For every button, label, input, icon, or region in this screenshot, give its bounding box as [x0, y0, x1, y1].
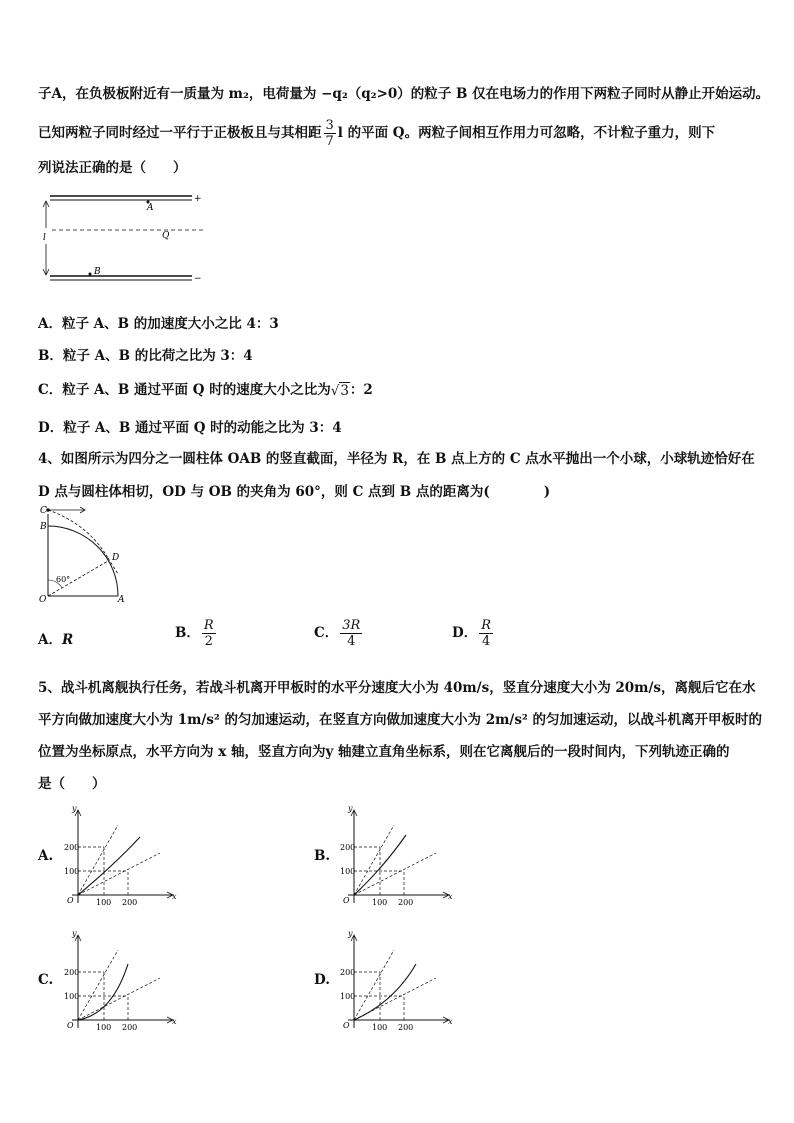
q3-option-b[interactable]: B．粒子 A、B 的比荷之比为 3：4 [38, 348, 253, 364]
q3-line-1: 子A，在负极板附近有一质量为 m₂，电荷量为 −q₂（q₂>0）的粒子 B 仅在电场力的作用下两粒子同时从静止开始运动。 [38, 86, 770, 102]
x-label: x [172, 892, 177, 901]
q4-option-a[interactable]: A．R [38, 632, 74, 648]
q3-option-c[interactable]: C．粒子 A、B 通过平面 Q 时的速度大小之比为√3：2 [38, 382, 373, 399]
tick-x100: 100 [96, 898, 112, 907]
tick-y100: 100 [64, 992, 80, 1001]
q5-label-d[interactable]: D. [314, 972, 330, 988]
tick-x100: 100 [372, 898, 388, 907]
q5-label-a[interactable]: A. [38, 848, 54, 864]
tick-x100: 100 [372, 1023, 388, 1032]
q3-option-a[interactable]: A．粒子 A、B 的加速度大小之比 4：3 [38, 316, 279, 332]
q5-line-2: 平方向做加速度大小为 1m/s² 的匀加速运动，在竖直方向做加速度大小为 2m/s² 的匀加速运动，以战斗机离开甲板时的 [38, 712, 763, 728]
q4-option-c[interactable]: C． $\frac{3R}{4}$ [314, 618, 361, 649]
origin-label: O [67, 1021, 74, 1030]
svg-text:C: C [40, 506, 47, 516]
y-label: y [72, 804, 77, 813]
tick-x100: 100 [96, 1023, 112, 1032]
y-label: y [348, 929, 353, 938]
svg-text:B: B [40, 522, 47, 532]
sqrt-3: √3 [330, 382, 349, 399]
label-l: l [43, 233, 46, 243]
q4-line-1: 4、如图所示为四分之一圆柱体 OAB 的竖直截面，半径为 R，在 B 点上方的 C 点水平抛出一个小球，小球轨迹恰好在 [38, 451, 755, 467]
tick-x200: 200 [398, 1023, 414, 1032]
tick-y100: 100 [64, 867, 80, 876]
asymptote-shallow [354, 853, 436, 895]
origin-label: O [343, 1021, 350, 1030]
tick-x200: 200 [122, 898, 138, 907]
q5-graph-b[interactable] [340, 803, 460, 908]
tick-x200: 200 [122, 1023, 138, 1032]
x-label: x [448, 1017, 453, 1026]
q5-label-b[interactable]: B. [314, 848, 331, 864]
q3-fraction: $\frac{3}{7}$ [325, 118, 334, 149]
tick-y200: 200 [340, 968, 356, 977]
q4-option-b[interactable]: B． $\frac{R}{2}$ [175, 618, 214, 649]
q3-line-2b: l 的平面 Q。两粒子间相互作用力可忽略，不计粒子重力，则下 [337, 125, 716, 141]
label-A: A [147, 203, 154, 213]
q5-line-1: 5、战斗机离舰执行任务，若战斗机离开甲板时的水平分速度大小为 40m/s，竖直分速度大小为 20m/s，离舰后它在水 [38, 680, 756, 696]
q5-line-3: 位置为坐标原点，水平方向为 x 轴，竖直方向为y 轴建立直角坐标系，则在它离舰后的一段时间内，下列轨迹正确的 [38, 744, 730, 760]
tick-y200: 200 [64, 843, 80, 852]
label-Q: Q [162, 231, 170, 241]
svg-text:D: D [112, 553, 120, 563]
origin-label: O [67, 896, 74, 905]
svg-text:O: O [39, 595, 47, 605]
label-plus: + [194, 194, 202, 204]
q4-line-2: D 点与圆柱体相切，OD 与 OB 的夹角为 60°，则 C 点到 B 点的距离为( ) [38, 484, 551, 500]
label-minus: − [194, 274, 202, 284]
q5-line-4: 是（ ） [38, 776, 106, 792]
q5-label-c[interactable]: C. [38, 972, 54, 988]
tick-y200: 200 [340, 843, 356, 852]
q5-graph-d[interactable] [340, 928, 460, 1033]
q5-graph-a[interactable] [64, 803, 184, 908]
label-B: B [94, 267, 101, 277]
svg-text:60°: 60° [56, 575, 71, 584]
q4-cylinder-figure [38, 504, 138, 604]
trajectory-curve [354, 964, 416, 1020]
q4-option-d[interactable]: D． $\frac{R}{4}$ [452, 618, 492, 649]
q3-line-2 [38, 118, 715, 149]
y-label: y [348, 804, 353, 813]
trajectory-curve [78, 964, 128, 1020]
q3-line-3: 列说法正确的是（ ） [38, 160, 187, 176]
tick-y100: 100 [340, 992, 356, 1001]
svg-text:A: A [118, 595, 125, 605]
tick-y200: 200 [64, 968, 80, 977]
q3-line-2a: 已知两粒子同时经过一平行于正极板且与其相距 [38, 125, 322, 141]
origin-label: O [343, 896, 350, 905]
tick-x200: 200 [398, 898, 414, 907]
q3-capacitor-figure [40, 188, 210, 288]
x-label: x [172, 1017, 177, 1026]
tick-y100: 100 [340, 867, 356, 876]
q3-option-d[interactable]: D．粒子 A、B 通过平面 Q 时的动能之比为 3：4 [38, 420, 342, 436]
trajectory-curve [78, 837, 140, 895]
asymptote-shallow [78, 853, 160, 895]
y-label: y [72, 929, 77, 938]
x-label: x [448, 892, 453, 901]
asymptote-shallow [78, 978, 160, 1020]
q5-graph-c[interactable] [64, 928, 184, 1033]
